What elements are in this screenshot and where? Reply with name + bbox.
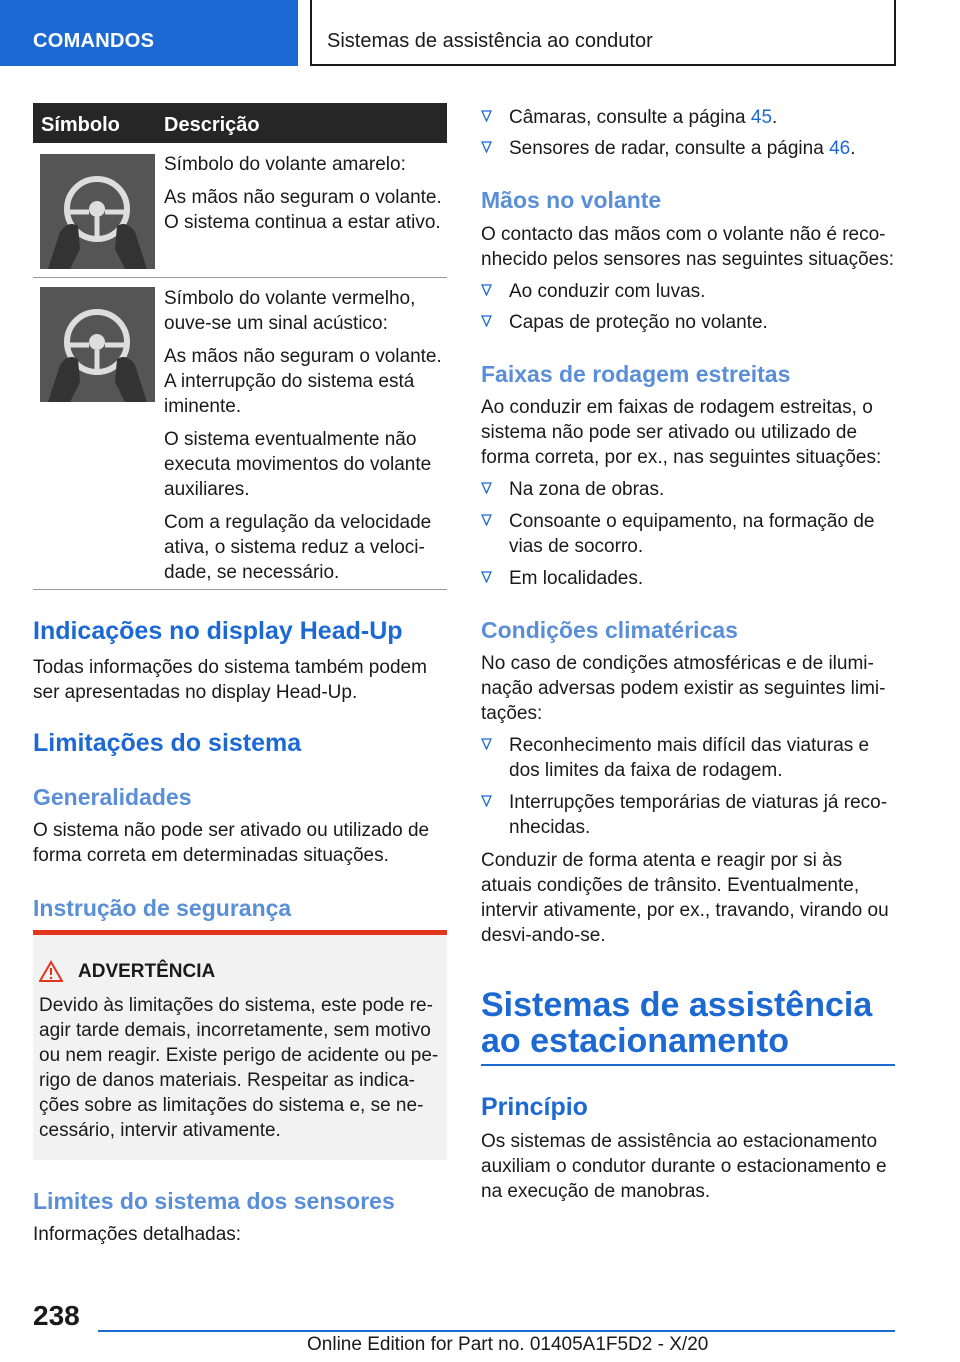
bullet-triangle-icon bbox=[481, 284, 492, 296]
footer-edition: Online Edition for Part no. 01405A1F5D2 - X/20 bbox=[307, 1334, 709, 1355]
list-item bbox=[481, 566, 895, 591]
bullet-triangle-icon bbox=[481, 315, 492, 327]
steering-wheel-yellow-icon bbox=[40, 154, 155, 269]
list-item bbox=[481, 477, 895, 502]
list-item bbox=[481, 279, 895, 304]
heading-principle: Princípio bbox=[481, 1093, 588, 1121]
heading-rule bbox=[481, 1064, 895, 1066]
heading-lanes: Faixas de rodagem estreitas bbox=[481, 361, 791, 387]
para-drive: Conduzir de forma atenta e reagir por si às atuais condições de trânsito. Eventualmente, intervir ativamente, por ex., travando, virando ou desvi-ando-se. bbox=[481, 850, 889, 946]
heading-safety: Instrução de segurança bbox=[33, 895, 292, 921]
period: . bbox=[850, 138, 856, 159]
warning-body: Devido às limitações do sistema, este pode re-agir tarde demais, incorretamente, sem motivo ou nem reagir. Existe perigo de acidente ou pe-rigo de danos materiais. Respeitar as indica-ções sobre as limitações do sistema e, se ne-cessário, intervir ativamente. bbox=[39, 995, 439, 1141]
desc-line: Símbolo do volante vermelho, ouve-se um sinal acústico: bbox=[164, 288, 416, 334]
para-lanes: Ao conduzir em faixas de rodagem estreitas, o sistema não pode ser ativado ou utilizado de forma correta, por ex., nas seguintes situações: bbox=[481, 397, 882, 468]
bullet-text: Capas de proteção no volante. bbox=[509, 312, 768, 333]
desc-line: Com a regulação da velocidade ativa, o sistema reduz a veloci-dade, se necessário. bbox=[164, 512, 432, 583]
heading-sensors: Limites do sistema dos sensores bbox=[33, 1188, 395, 1214]
list-item bbox=[481, 136, 895, 161]
heading-hands: Mãos no volante bbox=[481, 187, 662, 213]
warning-title: ADVERTÊNCIA bbox=[78, 961, 216, 982]
desc-line: As mãos não seguram o volante. A interrupção do sistema está iminente. bbox=[164, 346, 442, 417]
heading-weather: Condições climatéricas bbox=[481, 617, 738, 643]
bullet-triangle-icon bbox=[481, 738, 492, 750]
list-item bbox=[481, 509, 895, 559]
bullet-text: Consoante o equipamento, na formação de vias de socorro. bbox=[509, 511, 875, 557]
para-headup: Todas informações do sistema também podem ser apresentadas no display Head-Up. bbox=[33, 657, 427, 703]
para-principle: Os sistemas de assistência ao estacionamento auxiliam o condutor durante o estacionamento e na execução de manobras. bbox=[481, 1131, 887, 1202]
header-title: Sistemas de assistência ao condutor bbox=[327, 30, 653, 52]
list-item bbox=[481, 310, 895, 335]
bullet-text: Ao conduzir com luvas. bbox=[509, 281, 706, 302]
bullet-text: Reconhecimento mais difícil das viaturas e dos limites da faixa de rodagem. bbox=[509, 735, 870, 781]
header-section-label: COMANDOS bbox=[33, 30, 155, 52]
list-item bbox=[481, 790, 895, 840]
page-link-45[interactable]: 45 bbox=[750, 107, 773, 128]
para-hands: O contacto das mãos com o volante não é reco-nhecido pelos sensores nas seguintes situações: bbox=[481, 224, 894, 270]
heading-headup: Indicações no display Head-Up bbox=[33, 617, 403, 645]
row-description bbox=[164, 152, 447, 243]
list-item bbox=[481, 105, 895, 130]
heading-parking: Sistemas de assistência ao estacionamento bbox=[481, 986, 873, 1060]
para-sensors: Informações detalhadas: bbox=[33, 1224, 242, 1245]
bullet-text: Na zona de obras. bbox=[509, 479, 665, 500]
bullet-text: Em localidades. bbox=[509, 568, 644, 589]
table-row bbox=[33, 143, 447, 278]
bullet-triangle-icon bbox=[481, 110, 492, 122]
heading-general: Generalidades bbox=[33, 784, 192, 810]
table-row bbox=[33, 278, 447, 590]
bullet-triangle-icon bbox=[481, 795, 492, 807]
bullet-triangle-icon bbox=[481, 482, 492, 494]
list-item bbox=[481, 733, 895, 783]
header-section-tab bbox=[0, 0, 298, 66]
page-number: 238 bbox=[33, 1300, 80, 1331]
steering-wheel-red-icon bbox=[40, 287, 155, 402]
page-link-46[interactable]: 46 bbox=[829, 138, 851, 159]
table-header-description: Descrição bbox=[164, 114, 260, 136]
desc-line: O sistema eventualmente não executa movimentos do volante auxiliares. bbox=[164, 429, 432, 500]
bullet-text: Câmaras, consulte a página bbox=[509, 107, 751, 128]
para-general: O sistema não pode ser ativado ou utilizado de forma correta em determinadas situações. bbox=[33, 820, 430, 866]
warning-triangle-icon bbox=[39, 960, 63, 982]
period: . bbox=[772, 107, 778, 128]
heading-limits: Limitações do sistema bbox=[33, 729, 302, 757]
warning-box bbox=[33, 930, 447, 1160]
footer-rule bbox=[98, 1330, 895, 1332]
bullet-triangle-icon bbox=[481, 571, 492, 583]
table-header-symbol: Símbolo bbox=[41, 114, 120, 136]
desc-line: Símbolo do volante amarelo: bbox=[164, 154, 406, 175]
bullet-text: Interrupções temporárias de viaturas já reco-nhecidas. bbox=[509, 792, 888, 838]
bullet-text: Sensores de radar, consulte a página bbox=[509, 138, 830, 159]
symbol-table bbox=[33, 103, 447, 590]
row-description bbox=[164, 286, 447, 593]
bullet-triangle-icon bbox=[481, 514, 492, 526]
table-header bbox=[33, 103, 447, 143]
desc-line: As mãos não seguram o volante. O sistema continua a estar ativo. bbox=[164, 187, 442, 233]
bullet-triangle-icon bbox=[481, 141, 492, 153]
header-title-box bbox=[310, 0, 896, 66]
para-weather: No caso de condições atmosféricas e de ilumi-nação adversas podem existir as seguintes limi-tações: bbox=[481, 653, 886, 724]
